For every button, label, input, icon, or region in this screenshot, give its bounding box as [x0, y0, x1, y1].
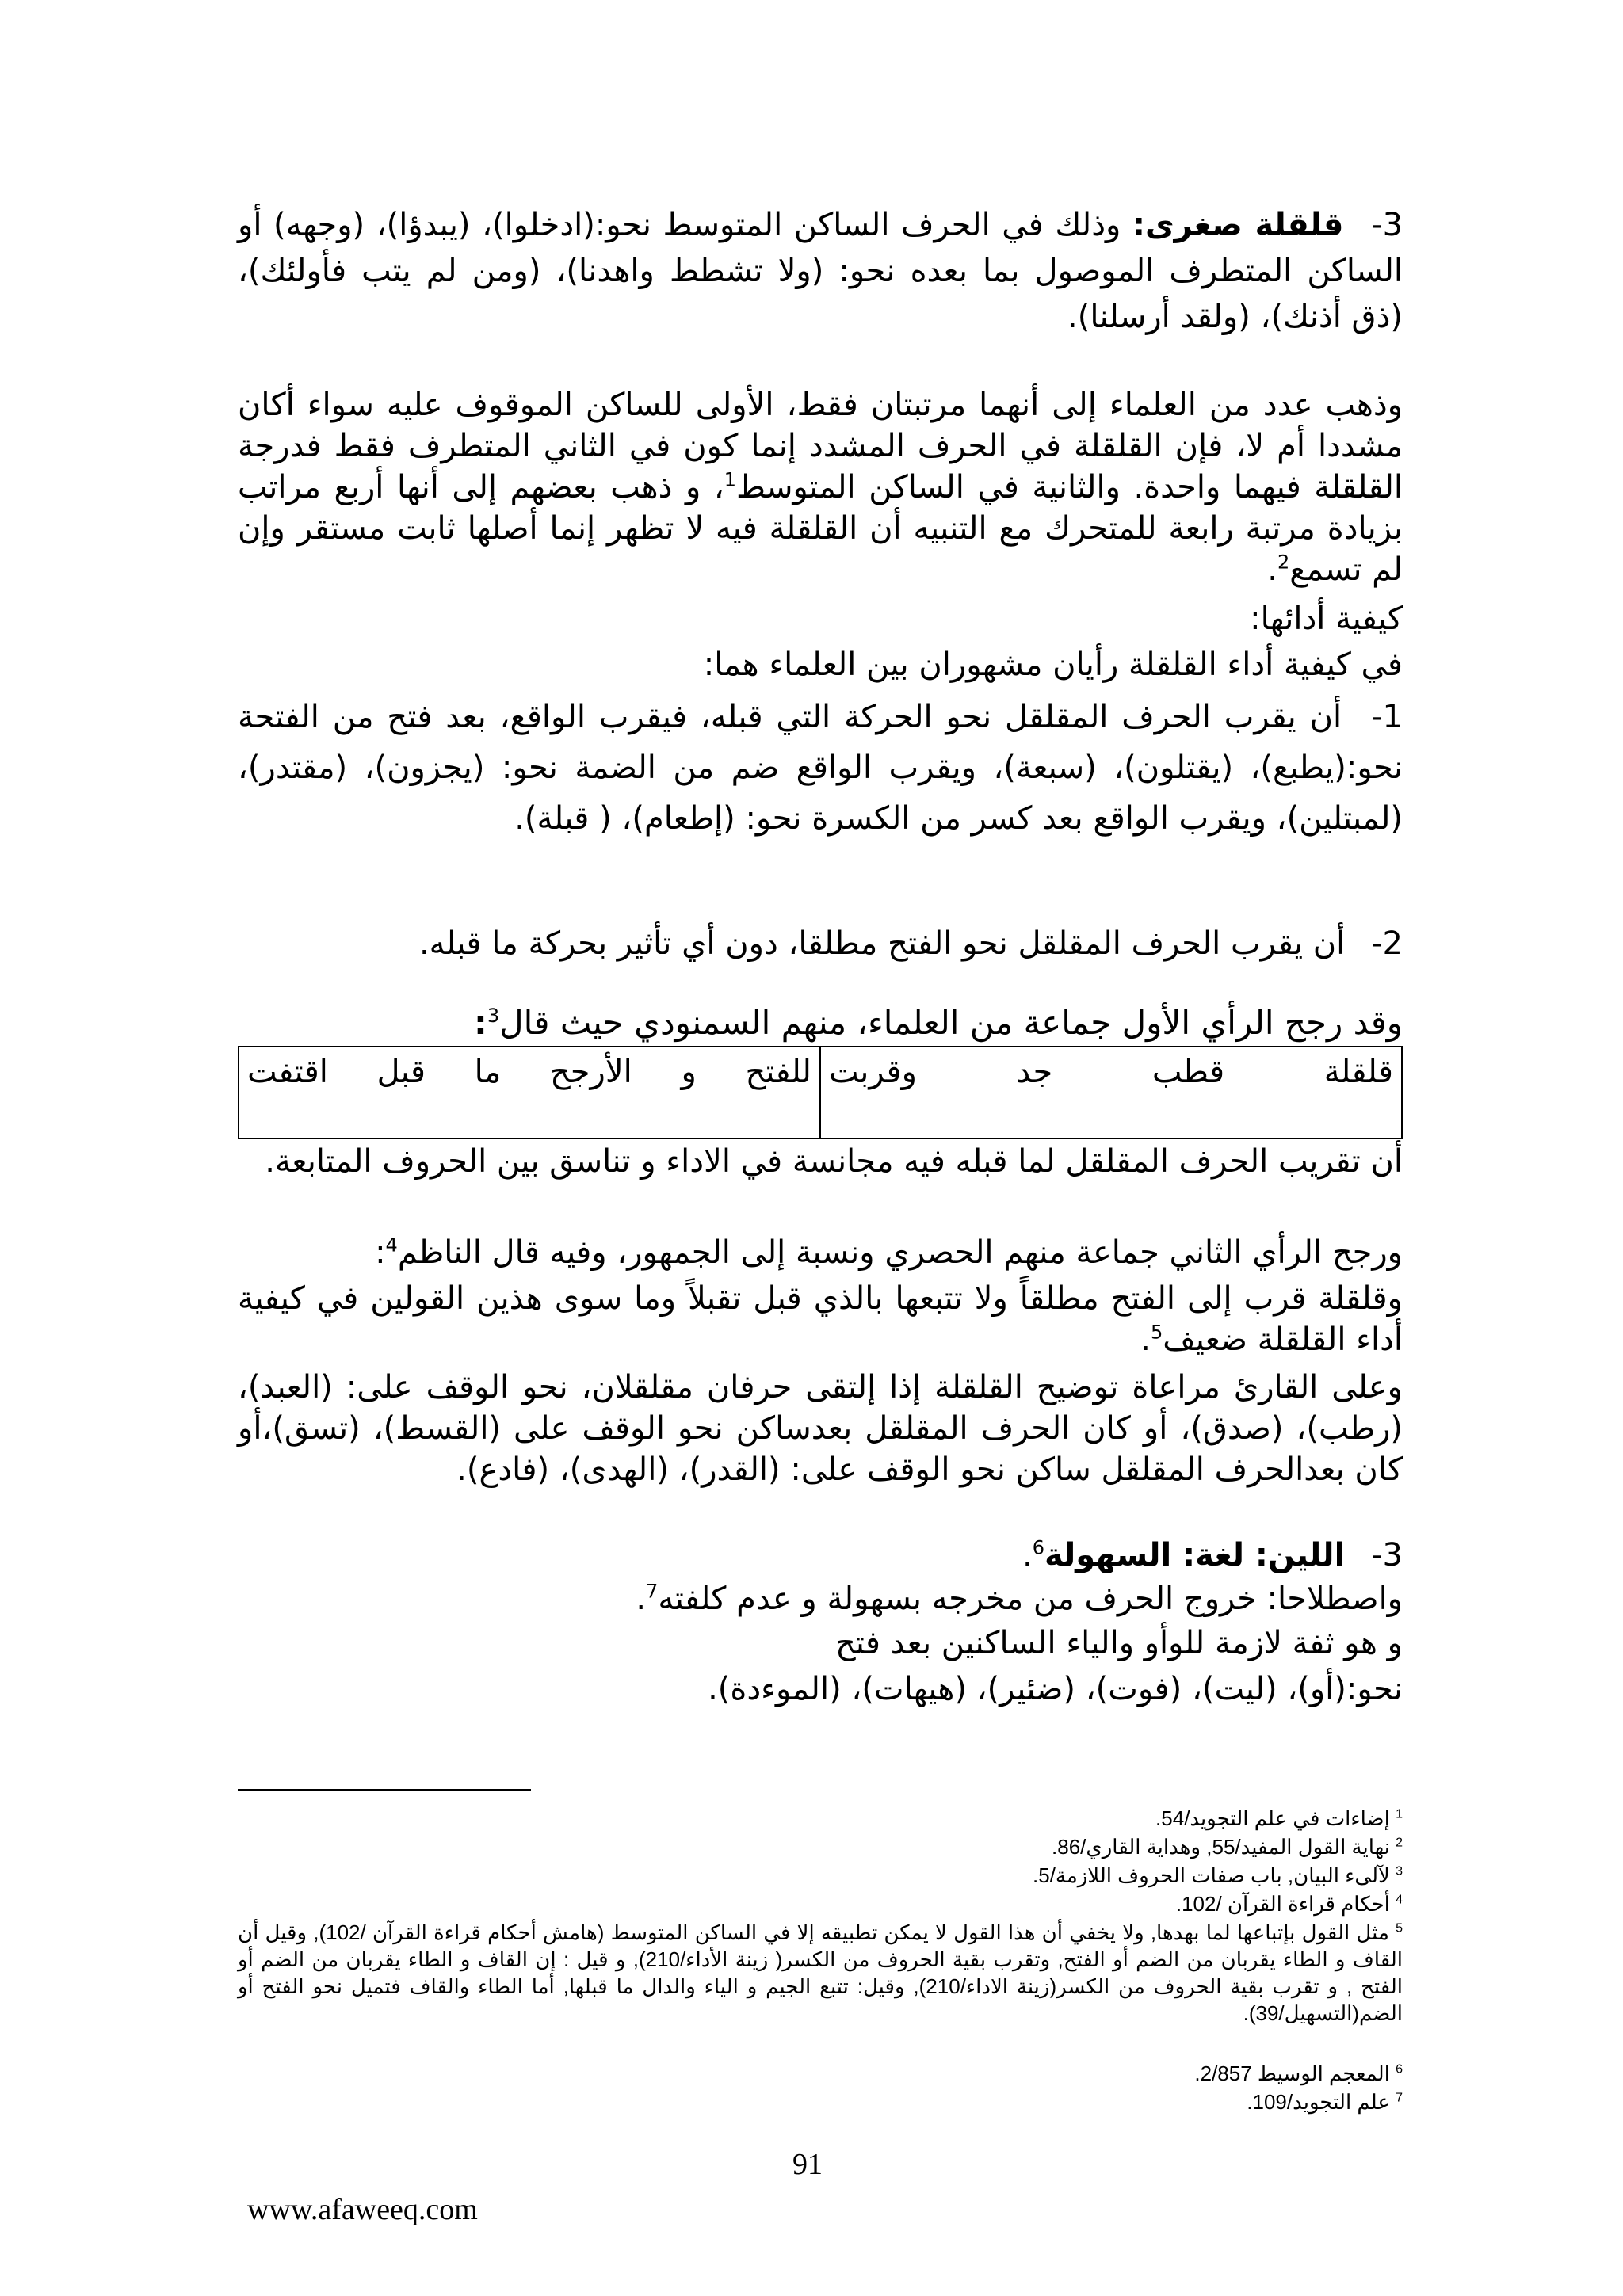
footnote-item — [238, 2060, 1403, 2087]
footnote-text: نهاية القول المفيد/55, وهداية القاري/86. — [1052, 1835, 1390, 1859]
document-page — [238, 0, 1403, 2296]
item-number: 3- — [1371, 1537, 1403, 1573]
item-heading: اللين: لغة: السهولة — [1044, 1537, 1346, 1573]
punctuation: . — [1022, 1537, 1033, 1573]
footnote-text: إضاءات في علم التجويد/54. — [1155, 1806, 1390, 1830]
paragraph-examples: نحو:(أو)، (ليت)، (فوت)، (ضئير)، (هيهات)، (الموءدة). — [708, 1671, 1403, 1707]
item-number: 1- — [1371, 699, 1403, 735]
footnote-number: 5 — [1396, 1921, 1403, 1936]
footnote-item — [238, 1805, 1403, 1832]
punctuation: . — [1267, 551, 1277, 588]
footnote-item — [238, 1833, 1403, 1860]
punctuation: . — [1140, 1322, 1151, 1358]
footnote-number: 1 — [1396, 1807, 1403, 1821]
paragraph-text: وذهب عدد من العلماء إلى أنهما مرتبتان فقط، الأولى للساكن الموقوف عليه سواء أكان مشددا أم لا، فإن القلقلة في الحرف المشدد إنما كون في الثاني المتطرف فقط فدرجة القلقلة فيهما واحدة. والثانية في الساكن المتوسط — [238, 387, 1403, 505]
footnote-text: مثل القول بإتباعها لما بهدها, ولا يخفي أن هذا القول لا يمكن تطبيقه إلا في الساكن المتوسط (هامش أحكام قراءة القرآن /102), وقيل أن القاف و الطاء يقربان من الضم أو الفتح, وتقرب بقية الحروف من الكسر( زينة الأداء/210), و قيل : إن القاف و الطاء يقربان من الضم أو الفتح , و تقرب بقية الحروف من الكسر(زينة الاداء/210), وقيل: تتبع الجيم و الياء والدال ما قبلها, أما الطاء والقاف فتميل نحو الفتح أو الضم(التسهيل/39). — [238, 1920, 1403, 2025]
poem-verse-table — [238, 1046, 1403, 1139]
paragraph-text: وقلقلة قرب إلى الفتح مطلقاً ولا تتبعها بالذي قبل تقبلاً وما سوى هذين القولين في كيفية أداء القلقلة ضعيف — [238, 1280, 1403, 1358]
poem-first-hemistich: قلقلة قطب جد وقربت — [820, 1047, 1402, 1138]
punctuation: : — [375, 1234, 386, 1271]
footnote-separator — [238, 1789, 531, 1791]
paragraph-istilahan — [238, 1578, 1403, 1619]
punctuation: : — [474, 1003, 487, 1042]
website-url: www.afaweeq.com — [247, 2193, 478, 2226]
footnote-ref: 7 — [646, 1580, 659, 1603]
footnote-item — [238, 1919, 1403, 2027]
footnote-ref: 6 — [1032, 1536, 1044, 1559]
footnote-ref: 5 — [1151, 1321, 1163, 1344]
paragraph-scholars — [238, 384, 1403, 590]
item-number: 2- — [1371, 925, 1403, 962]
paragraph-text: ورجح الرأي الثاني جماعة منهم الحصري ونسبة إلى الجمهور، وفيه قال الناظم — [397, 1234, 1403, 1271]
paragraph-opinion-2-support — [238, 1232, 1403, 1273]
page-number: 91 — [792, 2148, 823, 2181]
footnote-number: 2 — [1396, 1836, 1403, 1850]
footnote-text: المعجم الوسيط 2/857. — [1194, 2061, 1390, 2085]
footnote-item — [238, 2088, 1403, 2115]
paragraph-samanudi — [238, 1000, 1403, 1046]
paragraph-reader-care: وعلى القارئ مراعاة توضيح القلقلة إذا إلتقى حرفان مقلقلان، نحو الوقف على: (العبد)، (رطب)، (صدق)، أو كان الحرف المقلقل بعدساكن نحو الوقف على (القسط)، (تسق)،أو كان بعدالحرف المقلقل ساكن نحو الوقف على: (القدر)، (الهدى)، (فادع). — [238, 1369, 1403, 1488]
paragraph-text-continued: ، و ذهب بعضهم إلى أنها أربع مراتب بزيادة مرتبة رابعة للمتحرك مع التنبيه أن القلقلة فيه لا تظهر إنما أصلها ثابت مستقر وإن لم تسمع — [238, 469, 1403, 588]
footnote-text: أحكام قراءة القرآن /102. — [1175, 1892, 1390, 1916]
paragraph-opinion-2 — [238, 921, 1403, 967]
paragraph-nazm — [238, 1278, 1403, 1360]
paragraph-two-opinions: في كيفية أداء القلقلة رأيان مشهوران بين العلماء هما: — [703, 646, 1403, 683]
footnote-number: 3 — [1396, 1864, 1403, 1878]
punctuation: . — [636, 1581, 647, 1617]
footnote-text: لآلىء البيان, باب صفات الحروف اللازمة/5. — [1032, 1863, 1390, 1887]
item-heading: قلقلة صغرى: — [1132, 207, 1344, 243]
paragraph-leen — [238, 1535, 1403, 1576]
paragraph-tajanus: أن تقريب الحرف المقلقل لما قبله فيه مجانسة في الاداء و تناسق بين الحروف المتابعة. — [265, 1143, 1403, 1180]
section-heading-kayfiya: كيفية أدائها: — [1250, 601, 1403, 637]
footnote-ref: 1 — [724, 468, 737, 491]
footnote-text: علم التجويد/109. — [1247, 2090, 1390, 2114]
footnote-item — [238, 1890, 1403, 1917]
paragraph-qalqala-sughra — [238, 202, 1403, 340]
item-number: 3- — [1371, 207, 1403, 243]
footnote-item — [238, 1862, 1403, 1889]
item-text: وذلك في الحرف الساكن المتوسط نحو:(ادخلوا)، (يبدؤا)، (وجهه) أو الساكن المتطرف الموصول بما بعده نحو: (ولا تشطط واهدنا)، (ومن لم يتب فأولئك)، (ذق أذنك)، (ولقد أرسلنا). — [238, 207, 1403, 335]
item-text: أن يقرب الحرف المقلقل نحو الحركة التي قبله، فيقرب الواقع، بعد فتح من الفتحة نحو:(يطبع)، (يقتلون)، (سبعة)، ويقرب الواقع ضم من الضمة نحو: (يجزون)، (مقتدر)، (لمبتلين)، ويقرب الواقع بعد كسر من الكسرة نحو: (إطعام)، ( قبلة). — [238, 699, 1403, 837]
footnote-number: 7 — [1396, 2091, 1403, 2105]
footnote-number: 4 — [1396, 1893, 1403, 1907]
footnote-number: 6 — [1396, 2062, 1403, 2077]
paragraph-text: وقد رجح الرأي الأول جماعة من العلماء، منهم السمنودي حيث قال — [499, 1003, 1403, 1042]
footnote-ref: 2 — [1277, 551, 1290, 574]
footnote-ref: 4 — [385, 1234, 398, 1257]
paragraph-text: واصطلاحا: خروج الحرف من مخرجه بسهولة و عدم كلفته — [658, 1581, 1403, 1617]
paragraph-opinion-1 — [238, 692, 1403, 844]
item-text: أن يقرب الحرف المقلقل نحو الفتح مطلقا، دون أي تأثير بحركة ما قبله. — [418, 925, 1346, 962]
paragraph-siffa: و هو ثفة لازمة للوأو والياء الساكنين بعد فتح — [834, 1625, 1403, 1661]
poem-second-hemistich: للفتح و الأرجح ما قبل اقتفت — [239, 1047, 820, 1138]
footnote-ref: 3 — [487, 1005, 500, 1027]
